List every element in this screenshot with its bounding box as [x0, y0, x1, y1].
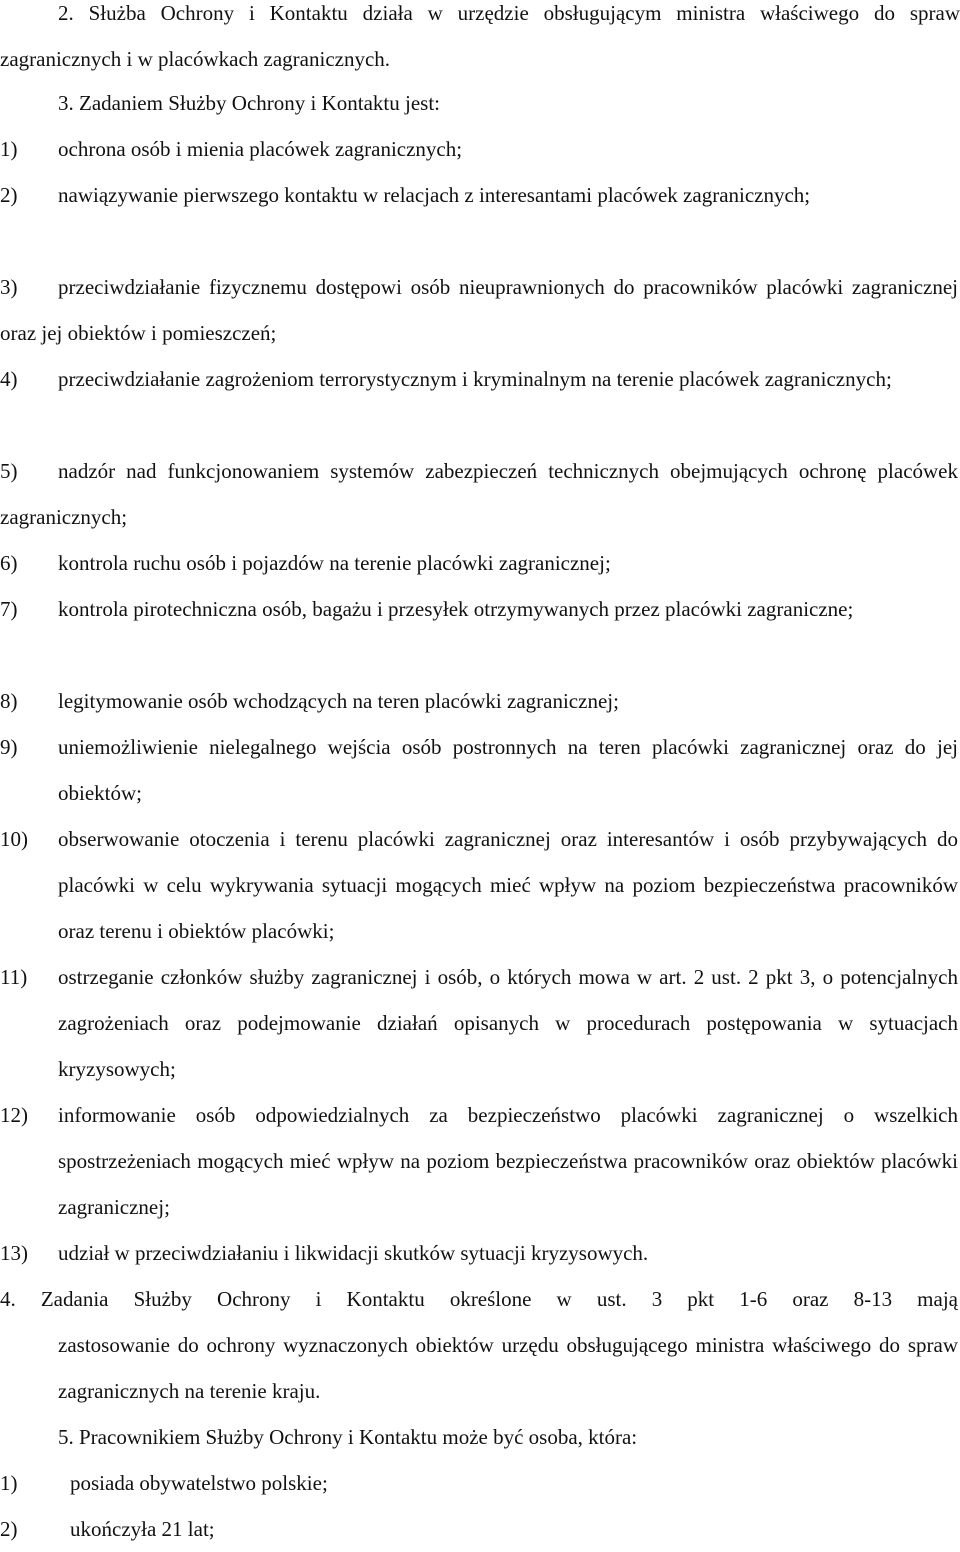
list-item-text: kontrola ruchu osób i pojazdów na terenie placówki zagranicznej; — [58, 551, 611, 575]
paragraph-4: 4. Zadania Służby Ochrony i Kontaktu określone w ust. 3 pkt 1-6 oraz 8-13 mają — [0, 1287, 958, 1311]
list-item-number: 11) — [0, 965, 28, 989]
list-item-text: ostrzeganie członków służby zagranicznej i osób, o których mowa w art. 2 ust. 2 pkt 3, o potencjalnych zagrożeniach oraz podejmowanie działań opisanych w procedurach postępowania w sytuacjach kryzysowych; — [58, 965, 958, 1081]
list-item-number: 10) — [0, 827, 28, 851]
list-item-text: uniemożliwienie nielegalnego wejścia osób postronnych na teren placówki zagranicznej oraz do jej obiektów; — [58, 735, 958, 805]
list-item-text: posiada obywatelstwo polskie; — [70, 1471, 328, 1495]
list-item-text: udział w przeciwdziałaniu i likwidacji skutków sytuacji kryzysowych. — [58, 1241, 649, 1265]
list-item-text: ochrona osób i mienia placówek zagranicznych; — [58, 137, 463, 161]
list-item-number: 13) — [0, 1241, 28, 1265]
paragraph-4-continuation: zastosowanie do ochrony wyznaczonych obiektów urzędu obsługującego ministra właściwego do spraw zagranicznych na terenie kraju. — [58, 1333, 958, 1403]
list-item-text: legitymowanie osób wchodzących na teren placówki zagranicznej; — [58, 689, 619, 713]
list-item-number: 5) — [0, 459, 18, 483]
list-item-text: nawiązywanie pierwszego kontaktu w relacjach z interesantami placówek zagranicznych; — [58, 183, 811, 207]
list-item-text: ukończyła 21 lat; — [70, 1517, 215, 1541]
list-item-text: kontrola pirotechniczna osób, bagażu i przesyłek otrzymywanych przez placówki zagraniczne; — [58, 597, 854, 621]
paragraph-5-heading: 5. Pracownikiem Służby Ochrony i Kontaktu może być osoba, która: — [58, 1425, 638, 1449]
list-item-number: 12) — [0, 1103, 28, 1127]
paragraph-2: 2. Służba Ochrony i Kontaktu działa w urzędzie obsługującym ministra właściwego do spraw zagranicznych i w placówkach zagranicznych. — [0, 1, 960, 71]
list-item-text: przeciwdziałanie zagrożeniom terrorystycznym i kryminalnym na terenie placówek zagranicznych; — [58, 367, 892, 391]
list-item-number: 9) — [0, 735, 18, 759]
list-item-number: 3) — [0, 275, 18, 299]
list-item-text: przeciwdziałanie fizycznemu dostępowi osób nieuprawnionych do pracowników placówki zagranicznej oraz jej obiektów i pomieszczeń; — [0, 275, 958, 345]
list-item-number: 7) — [0, 597, 18, 621]
list-item-number: 1) — [0, 137, 18, 161]
list-item-text: obserwowanie otoczenia i terenu placówki zagranicznej oraz interesantów i osób przybywających do placówki w celu wykrywania sytuacji mogących mieć wpływ na poziom bezpieczeństwa pracowników oraz terenu i obiektów placówki; — [58, 827, 958, 943]
paragraph-3-heading: 3. Zadaniem Służby Ochrony i Kontaktu jest: — [58, 91, 441, 115]
list-item-text: nadzór nad funkcjonowaniem systemów zabezpieczeń technicznych obejmujących ochronę placówek zagranicznych; — [0, 459, 958, 529]
list-item-text: informowanie osób odpowiedzialnych za bezpieczeństwo placówki zagranicznej o wszelkich spostrzeżeniach mogących mieć wpływ na poziom bezpieczeństwa pracowników oraz obiektów placówki zagranicznej; — [58, 1103, 958, 1219]
list-item-number: 1) — [0, 1471, 18, 1495]
list-item-number: 2) — [0, 1517, 18, 1541]
list-item-number: 4) — [0, 367, 18, 391]
list-item-number: 6) — [0, 551, 18, 575]
list-item-number: 2) — [0, 183, 18, 207]
list-item-number: 8) — [0, 689, 18, 713]
